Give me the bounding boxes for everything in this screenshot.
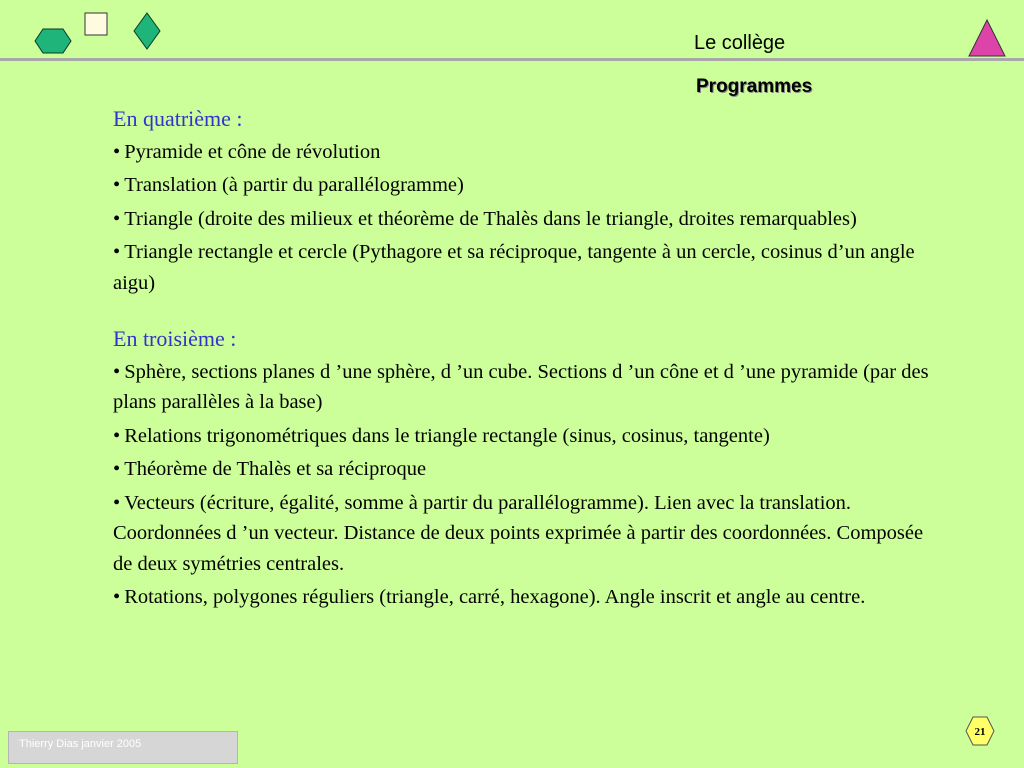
diamond-icon (133, 12, 161, 50)
list-item: • Triangle rectangle et cercle (Pythagore et sa réciproque, tangente à un cercle, cosinus d’un angle aigu) (113, 241, 915, 294)
heading-quatrieme: En quatrième : (113, 106, 243, 131)
list-item: • Rotations, polygones réguliers (triangle, carré, hexagone). Angle inscrit et angle au centre. (113, 586, 866, 608)
header-divider (0, 58, 1024, 61)
footer-author: Thierry Dias janvier 2005 (19, 738, 142, 750)
slide-content (113, 104, 933, 616)
list-item: • Vecteurs (écriture, égalité, somme à partir du parallélogramme). Lien avec la translation. Coordonnées d ’un vecteur. Distance de deux points exprimée à partir des coordonnées. Composée de deux symétries centrales. (113, 491, 924, 575)
triangle-icon (968, 19, 1006, 57)
list-item: • Pyramide et cône de révolution (113, 140, 381, 163)
slide-section-title: Programmes (696, 76, 813, 97)
list-item: • Relations trigonométriques dans le triangle rectangle (sinus, cosinus, tangente) (113, 424, 770, 447)
hexagon-icon (34, 28, 72, 54)
list-item: • Translation (à partir du parallélogramme) (113, 174, 464, 196)
slide-topic: Le collège (694, 32, 786, 54)
list-item: • Sphère, sections planes d ’une sphère, d ’un cube. Sections d ’un cône et d ’une pyramide (par des plans parallèles à la base) (113, 360, 929, 413)
footer-author-box (8, 731, 238, 764)
list-item: • Théorème de Thalès et sa réciproque (113, 458, 427, 480)
page-number: 21 (974, 726, 986, 738)
heading-troisieme: En troisième : (113, 326, 237, 351)
square-icon (84, 12, 110, 38)
list-item: • Triangle (droite des milieux et théorème de Thalès dans le triangle, droites remarquables) (113, 207, 857, 230)
